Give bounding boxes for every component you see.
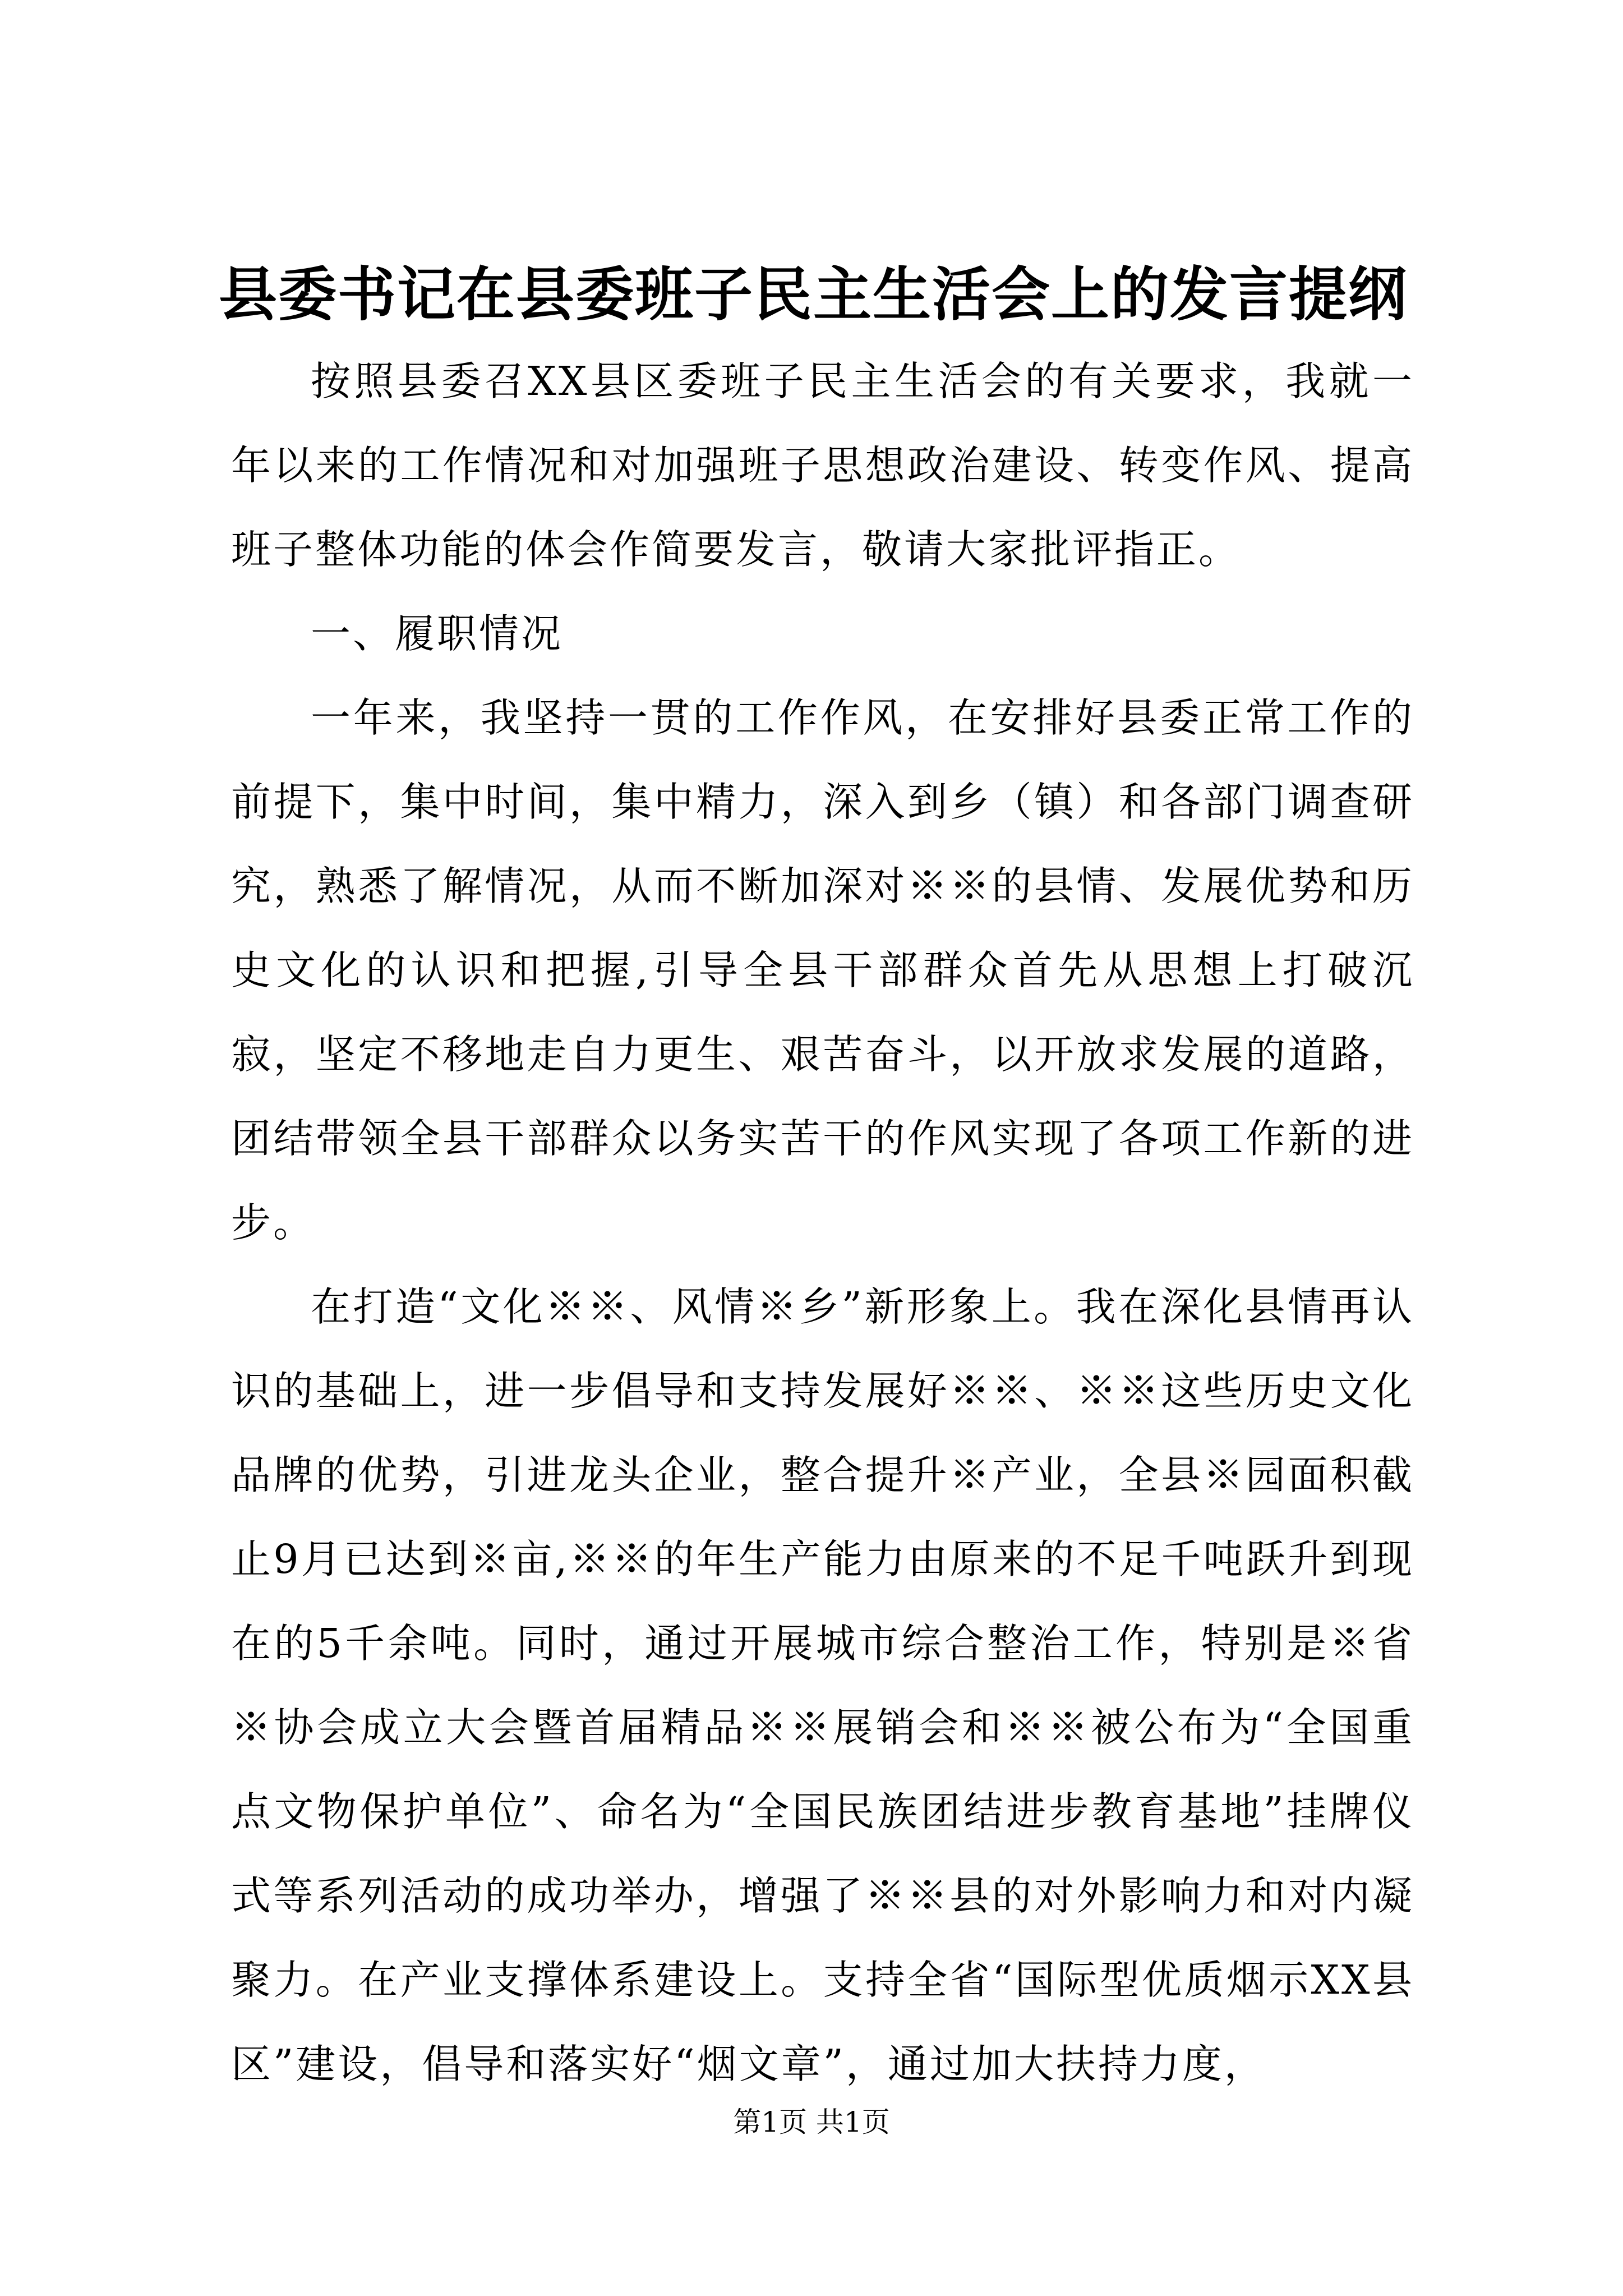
document-body (231, 339, 1414, 2106)
page-footer: 第1页 共1页 (733, 2106, 890, 2138)
section-heading-duty: 一、履职情况 (311, 610, 564, 657)
document-title: 县委书记在县委班子民主生活会上的发言提纲 (218, 260, 1408, 329)
paragraph-culture-image: 在打造“文化※※、风情※乡”新形象上。我在深化县情再认识的基础上，进一步倡导和支持发展好※※、※※这些历史文化品牌的优势，引进龙头企业，整合提升※产业，全县※园面积截止9月已达到※亩,※※的年生产能力由原来的不足千吨跃升到现在的5千余吨。同时，通过开展城市综合整治工作，特别是※省※协会成立大会暨首届精品※※展销会和※※被公布为“全国重点文物保护单位”、命名为“全国民族团结进步教育基地”挂牌仪式等系列活动的成功举办，增强了※※县的对外影响力和对内凝聚力。在产业支撑体系建设上。支持全省“国际型优质烟示XX县区”建设，倡导和落实好“烟文章”，通过加大扶持力度， (231, 1283, 1414, 2087)
paragraph-work-style: 一年来，我坚持一贯的工作作风，在安排好县委正常工作的前提下，集中时间，集中精力，深入到乡（镇）和各部门调查研究，熟悉了解情况，从而不断加深对※※的县情、发展优势和历史文化的认识和把握,引导全县干部群众首先从思想上打破沉寂，坚定不移地走自力更生、艰苦奋斗，以开放求发展的道路，团结带领全县干部群众以务实苦干的作风实现了各项工作新的进步。 (231, 694, 1414, 1246)
paragraph-intro: 按照县委召XX县区委班子民主生活会的有关要求，我就一年以来的工作情况和对加强班子思想政治建设、转变作风、提高班子整体功能的体会作简要发言，敬请大家批评指正。 (231, 358, 1414, 573)
